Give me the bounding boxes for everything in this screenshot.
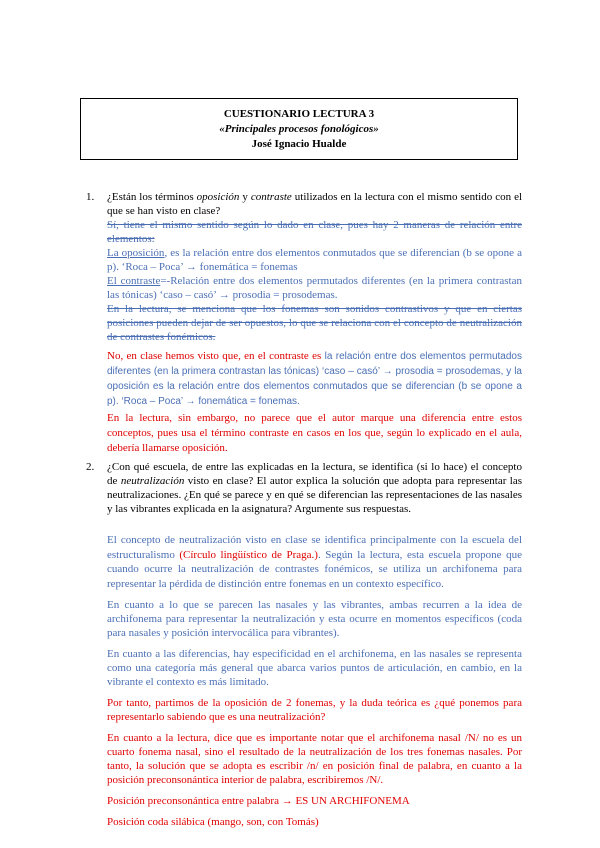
document-author: José Ignacio Hualde <box>251 138 347 150</box>
revised-answer-conclusion: En la lectura, sin embargo, no parece que el autor marque una diferencia entre estos conceptos, pues usa el término contraste en casos en los que, según lo explicado en el aula, debería llamarse oposición. <box>107 412 522 454</box>
document-subtitle: «Principales procesos fonológicos» <box>219 123 379 135</box>
answer-paragraph-differences: En cuanto a las diferencias, hay especificidad en el archifonema, en las nasales se representa como una categoría más general que abarca varios puntos de articulación, en cambio, en la vibrante el contexto es más limitado. <box>107 648 522 688</box>
question-2-text: ¿Con qué escuela, de entre las explicadas en la lectura, se identifica (si lo hace) el concepto de neutralización visto en clase? El autor explica la solución que adopta para representar las neutralizaciones. ¿En qué se parece y en qué se diferencian las representaciones de las nasales y las vibrantes explicada en la asignatura? Argumente sus respuestas. <box>107 461 522 515</box>
title-box <box>80 98 518 160</box>
answer-paragraph-school: El concepto de neutralización visto en clase se identifica principalmente con la escuela del estructuralismo (Círculo lingüístico de Praga.). Según la lectura, esta escuela propone que cuando ocurre la neutralización de contrastes fonémicos, se utiliza un archifonema para representar la pérdida de distinción entre fonemas en un contexto específico. <box>107 534 522 590</box>
question-2-number: 2. <box>86 461 95 473</box>
question-1-number: 1. <box>86 191 95 203</box>
question-1-text: ¿Están los términos oposición y contraste utilizados en la lectura con el mismo sentido con el que se han visto en clase? <box>107 191 523 217</box>
opposition-definition: La oposición, es la relación entre dos elementos conmutados que se diferencian (b se opone a p). ‘Roca – Poca’ → fonemática = fonemas <box>107 247 522 273</box>
contrast-definition: El contraste=-Relación entre dos elementos permutados diferentes (en la primera contrastan las tónicas) ‘caso – casó’ → prosodia = prosodemas. <box>107 275 522 301</box>
struck-answer-2: En la lectura, se menciona que los fonemas son sonidos contrastivos y que en ciertas posiciones pueden dejar de ser opuestos, lo que se relaciona con el concepto de neutralización de contrastes fonémicos. <box>107 303 522 343</box>
document-title: CUESTIONARIO LECTURA 3 <box>223 108 375 120</box>
answer-coda: Posición coda silábica (mango, son, con Tomás) <box>107 816 319 828</box>
answer-paragraph-question: Por tanto, partimos de la oposición de 2 fonemas, y la duda teórica es ¿qué ponemos para representarlo sabiendo que es una neutralización? <box>107 697 522 723</box>
answer-paragraph-similarities: En cuanto a lo que se parecen las nasales y las vibrantes, ambas recurren a la idea de archifonema para representar la neutralización y esta ocurre en momentos específicos (coda para nasales y posición intervocálica para vibrantes). <box>107 599 522 639</box>
question-2-answer <box>107 533 522 829</box>
revised-answer: No, en clase hemos visto que, en el contraste es la relación entre dos elementos permutados diferentes (en la primera contrastan las tónicas) ‘caso – casó’ → prosodia = prosodemas, y la oposición es la relación entre dos elementos conmutados que se diferencian (b se opone a p). ‘Roca – Poca’ → fonemática = fonemas. <box>107 350 522 407</box>
answer-preconsonantal: Posición preconsonántica entre palabra → ES UN ARCHIFONEMA <box>107 795 410 807</box>
struck-answer-1: Sí, tiene el mismo sentido según lo dado en clase, pues hay 2 maneras de relación entre elementos: <box>107 219 522 245</box>
question-1-answer <box>107 218 522 456</box>
answer-paragraph-reading: En cuanto a la lectura, dice que es importante notar que el archifonema nasal /N/ no es un cuarto fonema nasal, sino el resultado de la neutralización de los tres fonemas nasales. Por tanto, la solución que se adopta es escribir /n/ en posición final de palabra, en cuanto a la posición preconsonántica interior de palabra, escribiremos /N/. <box>107 732 522 786</box>
